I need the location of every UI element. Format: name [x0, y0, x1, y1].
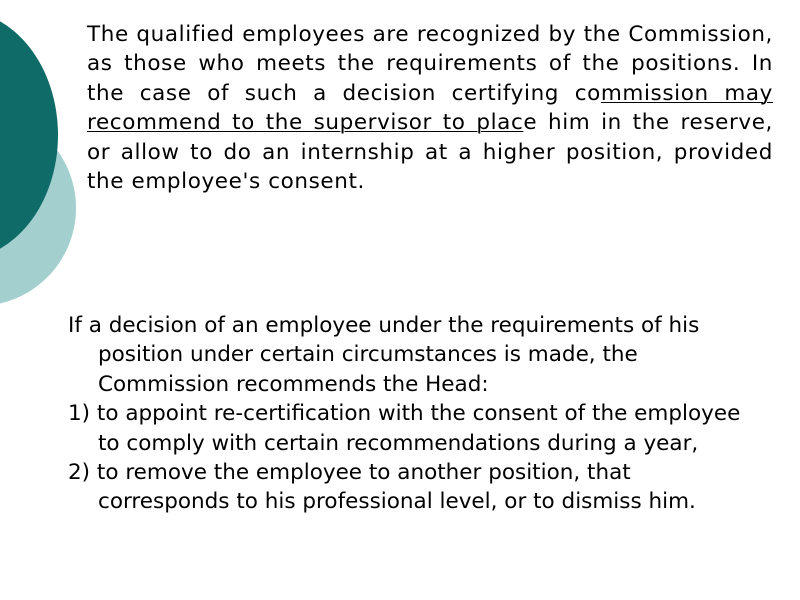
top-paragraph-text-end: e him in the reserve, or allow to do an internship at a higher position, provided the employee's consent. [87, 110, 773, 195]
list-item-recertification: 1) to appoint re-certification with the consent of the employee to comply with certain recommendations during a year, [68, 401, 741, 456]
top-paragraph-underlined-text: mmission may recommend to the supervisor to plac [87, 80, 773, 136]
bottom-text-block [68, 311, 768, 517]
list-item-remove-employee: 2) to remove the employee to another position, that corresponds to his professional level, or to dismiss him. [68, 460, 696, 515]
top-paragraph [87, 20, 773, 196]
top-paragraph-text-start: The qualified employees are recognized by the Commission, as those who meets the requirements of the positions. In the case of such a decision certifying co [87, 22, 773, 106]
decision-intro-paragraph: If a decision of an employee under the requirements of his position under certain circumstances is made, the Commission recommends the Head: [68, 313, 700, 397]
